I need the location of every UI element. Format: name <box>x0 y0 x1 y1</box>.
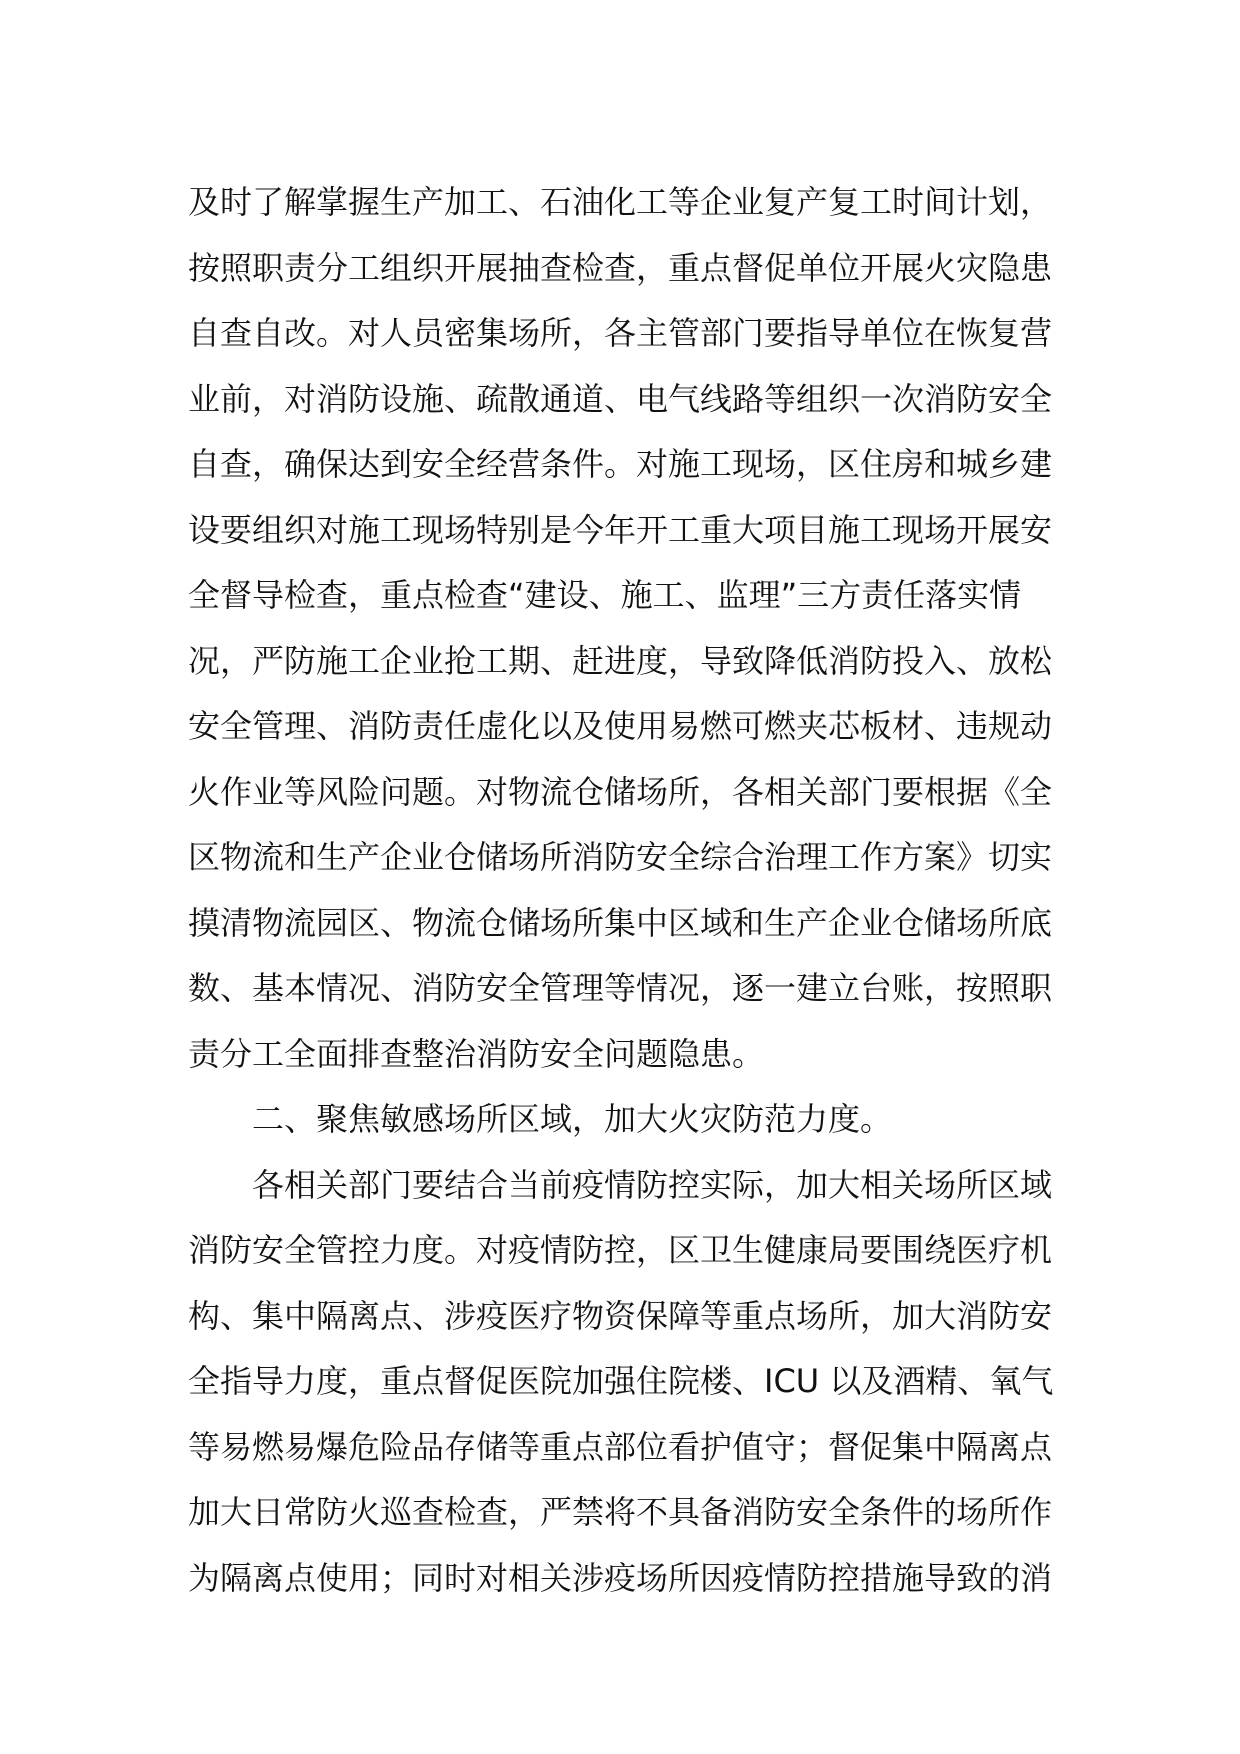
text-line: 火作业等风险问题。对物流仓储场所，各相关部门要根据《全 <box>188 772 1053 811</box>
text-line: 摸清物流园区、物流仓储场所集中区域和生产企业仓储场所底 <box>188 903 1053 942</box>
text-line: 安全管理、消防责任虚化以及使用易燃可燃夹芯板材、违规动 <box>188 707 1053 745</box>
text-line: 构、集中隔离点、涉疫医疗物资保障等重点场所，加大消防安 <box>188 1296 1053 1335</box>
text-line: 全指导力度，重点督促医院加强住院楼、ICU 以及酒精、氧气 <box>188 1362 1054 1400</box>
text-line: 消防安全管控力度。对疫情防控，区卫生健康局要围绕医疗机 <box>188 1231 1053 1269</box>
text-line: 加大日常防火巡查检查，严禁将不具备消防安全条件的场所作 <box>188 1493 1053 1531</box>
paragraph-first-line: 各相关部门要结合当前疫情防控实际，加大相关场所区域 <box>252 1165 1053 1204</box>
text-line: 数、基本情况、消防安全管理等情况，逐一建立台账，按照职 <box>188 969 1053 1007</box>
text-line: 责分工全面排查整治消防安全问题隐患。 <box>188 1034 765 1073</box>
text-line: 区物流和生产企业仓储场所消防安全综合治理工作方案》切实 <box>188 838 1053 876</box>
text-line: 自查自改。对人员密集场所，各主管部门要指导单位在恢复营 <box>188 314 1053 352</box>
text-line: 等易燃易爆危险品存储等重点部位看护值守；督促集中隔离点 <box>188 1427 1053 1466</box>
text-line: 及时了解掌握生产加工、石油化工等企业复产复工时间计划， <box>188 183 1053 221</box>
text-line: 为隔离点使用；同时对相关涉疫场所因疫情防控措施导致的消 <box>188 1558 1053 1597</box>
text-line: 设要组织对施工现场特别是今年开工重大项目施工现场开展安 <box>188 510 1053 549</box>
document-body <box>188 170 1058 1611</box>
text-line: 况，严防施工企业抢工期、赶进度，导致降低消防投入、放松 <box>188 641 1053 680</box>
text-line: 按照职责分工组织开展抽查检查，重点督促单位开展火灾隐患 <box>188 248 1053 287</box>
text-line: 自查，确保达到安全经营条件。对施工现场，区住房和城乡建 <box>188 445 1053 483</box>
text-line: 全督导检查，重点检查“建设、施工、监理”三方责任落实情 <box>188 576 1022 614</box>
text-line: 业前，对消防设施、疏散通道、电气线路等组织一次消防安全 <box>188 379 1053 418</box>
section-heading: 二、聚焦敏感场所区域，加大火灾防范力度。 <box>252 1100 893 1138</box>
